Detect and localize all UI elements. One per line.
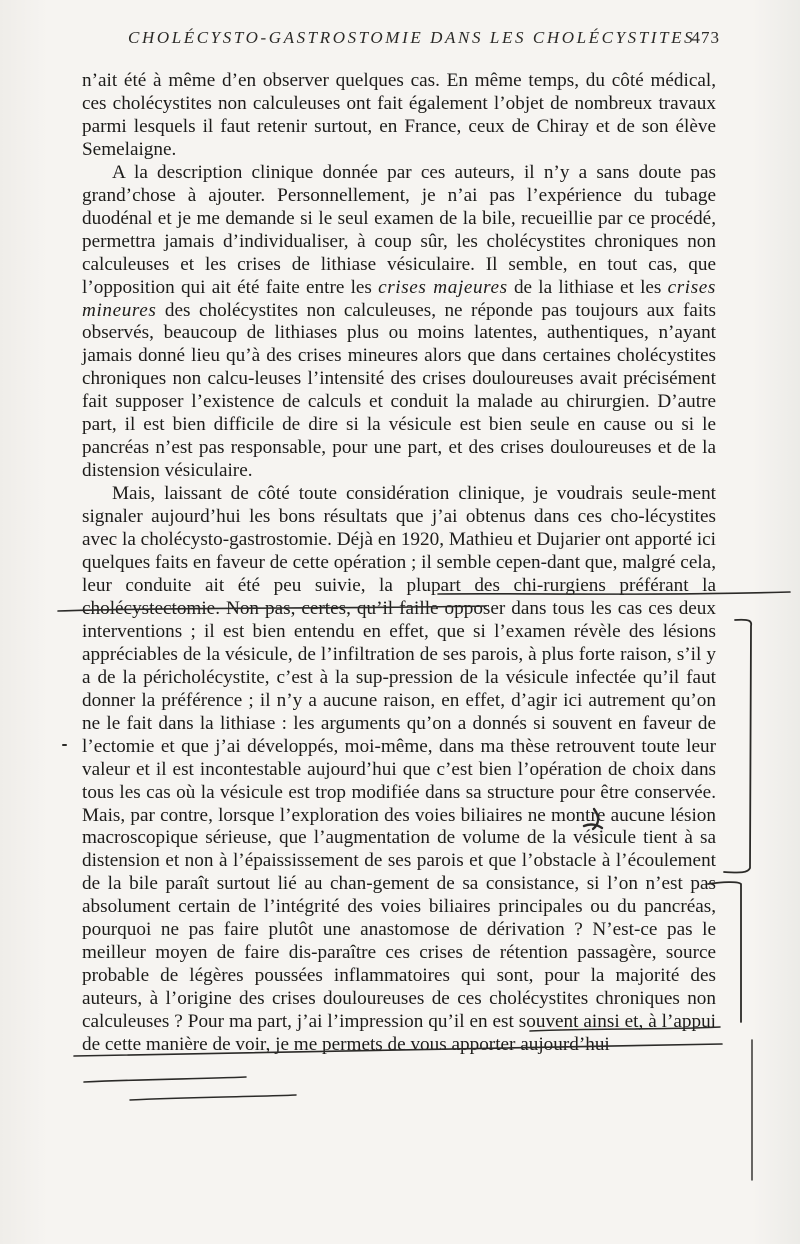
- pencil-underline-5: [84, 1077, 246, 1082]
- term-crises-mineures: crises mineures: [82, 276, 716, 321]
- paragraph-2-part-1: A la description clinique donnée par ces auteurs, il n’y a sans doute pas grand’chose à ajouter. Personnellement, je n’ai pas l’expérience du tubage duodénal et je me demande si le seul examen de la bile, recueillie par ce procédé, permettra jamais d’individualiser, à coup sûr, les cholécystites chroniques non calculeuses et les crises de lithiase vésiculaire. Il semble, en tout cas, que l’opposition qui ait été faite entre les: [82, 161, 716, 298]
- paragraph-2-part-2: de la lithiase et les: [507, 276, 668, 298]
- margin-bracket-upper: [724, 620, 751, 873]
- term-crises-majeures: crises majeures: [378, 276, 508, 298]
- pencil-underline-6: [130, 1095, 296, 1100]
- paragraph-1: n’ait été à même d’en observer quelques cas. En même temps, du côté médical, ces cholécystites non calculeuses ont fait également l’objet de nombreux travaux parmi lesquels il faut retenir surtout, en France, ceux de Chiray et de son élève Semelaigne.: [82, 70, 716, 160]
- body-text: [82, 70, 716, 1057]
- page-number: 473: [691, 28, 720, 47]
- running-header: [128, 24, 720, 52]
- paragraph-3: Mais, laissant de côté toute considération clinique, je voudrais seule-ment signaler aujourd’hui les bons résultats que j’ai obtenus dans ces cho-lécystites avec la cholécysto-gastrostomie. Déjà en 1920, Mathieu et Dujarier ont apporté ici quelques faits en faveur de cette opération ; il semble cepen-dant que, malgré cela, leur conduite ait été peu suivie, la plupart des chi-rurgiens préférant la cholécystectomie. Non pas, certes, qu’il faille opposer dans tous les cas ces deux interventions ; il est bien entendu en effet, que si l’examen révèle des lésions appréciables de la vésicule, de l’infiltration de ses parois, à plus forte raison, s’il y a de la péricholécystite, c’est à la sup-pression de la vésicule infectée qu’il faut donner la préférence ; il n’y a aucune raison, en effet, d’agir ici autrement qu’on ne le fait dans la lithiase : les arguments qu’on a donnés si souvent en faveur de l’ectomie et que j’ai développés, moi-même, dans ma thèse retrouvent toute leur valeur et il est incontestable aujourd’hui que c’est bien l’opération de choix dans tous les cas où la vésicule est trop modifiée dans sa structure pour être conservée. Mais, par contre, lorsque l’exploration des voies biliaires ne montre aucune lésion macroscopique sérieuse, que l’augmentation de volume de la vésicule tient à sa distension et non à l’épaississement de ses parois et que l’obstacle à l’écoulement de la bile paraît surtout lié au chan-gement de sa consistance, si l’on n’est pas absolument certain de l’intégrité des voies biliaires principales ou du pancréas, pourquoi ne pas faire plutôt une anastomose de dérivation ? N’est-ce pas le meilleur moyen de faire dis-paraître ces crises de rétention passagère, source probable de légères poussées inflammatoires qui sont, pour la majorité des auteurs, à l’origine des crises douloureuses de ces cholécystites chroniques non calculeuses ? Pour ma part, j’ai l’impression qu’il en est souvent ainsi et, à l’appui de cette manière de voir, je me permets de vous apporter aujourd’hui: [82, 483, 716, 1056]
- paragraph-2-part-3: des cholécystites non calculeuses, ne réponde pas toujours aux faits observés, beaucoup de lithiases plus ou moins latentes, authentiques, n’ayant jamais donné lieu qu’à des crises mineures alors que dans certaines cholécystites chroniques non calcu-leuses l’intensité des crises douloureuses avait précisément fait supposer l’existence de calculs et conduit la malade au chirurgien. D’autre part, il est bien difficile de dire si la vésicule est bien seule en cause ou si le pancréas n’est pas responsable, pour une part, et des crises douloureuses et de la distension vésiculaire.: [82, 299, 716, 482]
- running-title: CHOLÉCYSTO-GASTROSTOMIE DANS LES CHOLÉCYSTITES: [128, 28, 696, 47]
- paragraph-2: [82, 162, 716, 483]
